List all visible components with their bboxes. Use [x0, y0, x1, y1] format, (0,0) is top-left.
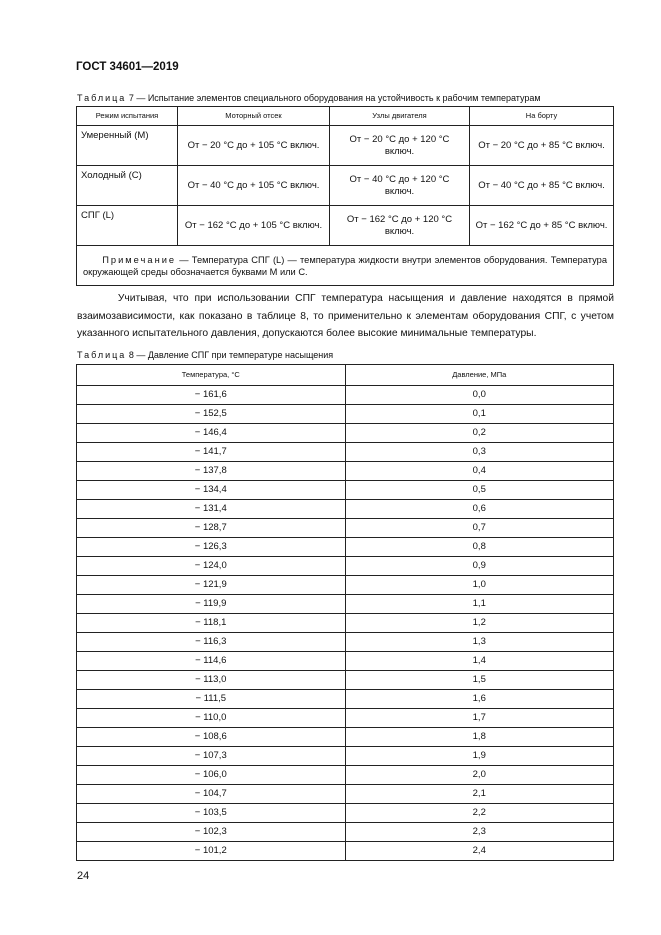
table-header-row	[77, 107, 614, 126]
temperature-cell: − 107,3	[77, 746, 346, 765]
table-cell: От − 40 °С до + 85 °С включ.	[470, 166, 614, 206]
temperature-cell: − 103,5	[77, 803, 346, 822]
pressure-cell: 2,4	[345, 841, 614, 860]
temperature-cell: − 106,0	[77, 765, 346, 784]
table-row	[77, 385, 614, 404]
table-cell: От − 20 °С до + 105 °С включ.	[178, 126, 330, 166]
page-number: 24	[77, 869, 90, 882]
pressure-cell: 1,4	[345, 651, 614, 670]
table-row	[77, 404, 614, 423]
pressure-cell: 0,5	[345, 480, 614, 499]
table7-caption	[77, 92, 614, 104]
pressure-cell: 0,7	[345, 518, 614, 537]
pressure-cell: 0,4	[345, 461, 614, 480]
pressure-cell: 1,1	[345, 594, 614, 613]
pressure-cell: 0,2	[345, 423, 614, 442]
table-cell: От − 162 °С до + 85 °С включ.	[470, 206, 614, 246]
pressure-cell: 2,1	[345, 784, 614, 803]
pressure-cell: 2,0	[345, 765, 614, 784]
table-row	[77, 537, 614, 556]
note-label: Примечание	[102, 254, 177, 265]
table-row	[77, 556, 614, 575]
temperature-cell: − 126,3	[77, 537, 346, 556]
table-row	[77, 841, 614, 860]
pressure-cell: 0,1	[345, 404, 614, 423]
table-cell: От − 20 °С до + 120 °С включ.	[330, 126, 470, 166]
table-note-row	[77, 246, 614, 286]
table-cell: СПГ (L)	[77, 206, 178, 246]
pressure-cell: 1,7	[345, 708, 614, 727]
temperature-cell: − 141,7	[77, 442, 346, 461]
pressure-cell: 1,2	[345, 613, 614, 632]
table-7	[76, 106, 614, 286]
temperature-cell: − 161,6	[77, 385, 346, 404]
temperature-cell: − 119,9	[77, 594, 346, 613]
pressure-cell: 1,3	[345, 632, 614, 651]
column-header: Режим испытания	[77, 107, 178, 126]
temperature-cell: − 101,2	[77, 841, 346, 860]
caption-text: 8 — Давление СПГ при температуре насыщения	[128, 349, 334, 360]
table-row	[77, 670, 614, 689]
table-row	[77, 575, 614, 594]
table-8	[76, 364, 614, 861]
table-row	[77, 126, 614, 166]
table-row	[77, 708, 614, 727]
temperature-cell: − 114,6	[77, 651, 346, 670]
table-row	[77, 651, 614, 670]
table-row	[77, 594, 614, 613]
table-row	[77, 613, 614, 632]
column-header: Температура, °С	[77, 364, 346, 385]
column-header: Давление, МПа	[345, 364, 614, 385]
pressure-cell: 1,6	[345, 689, 614, 708]
temperature-cell: − 104,7	[77, 784, 346, 803]
caption-label: Таблица	[77, 349, 127, 360]
caption-label: Таблица	[77, 93, 127, 103]
table-row	[77, 632, 614, 651]
table-row	[77, 803, 614, 822]
table-row	[77, 784, 614, 803]
table-cell: От − 40 °С до + 120 °С включ.	[330, 166, 470, 206]
table-cell: От − 20 °С до + 85 °С включ.	[470, 126, 614, 166]
temperature-cell: − 131,4	[77, 499, 346, 518]
table-row	[77, 727, 614, 746]
table-row	[77, 518, 614, 537]
paragraph-text: Учитывая, что при использовании СПГ температура насыщения и давление находятся в прямой взаимозависимости, как показано в таблице 8, то применительно к элементам оборудования СПГ, с учетом указанного испытательного давления, допускаются более высокие минимальные температуры.	[77, 293, 614, 339]
temperature-cell: − 118,1	[77, 613, 346, 632]
temperature-cell: − 146,4	[77, 423, 346, 442]
table-row	[77, 206, 614, 246]
body-paragraph	[77, 290, 614, 343]
table8-caption	[77, 349, 614, 361]
table-note	[77, 246, 614, 286]
pressure-cell: 1,5	[345, 670, 614, 689]
temperature-cell: − 108,6	[77, 727, 346, 746]
table-row	[77, 499, 614, 518]
table-cell: От − 40 °С до + 105 °С включ.	[178, 166, 330, 206]
pressure-cell: 2,2	[345, 803, 614, 822]
column-header: Моторный отсек	[178, 107, 330, 126]
column-header: Узлы двигателя	[330, 107, 470, 126]
table-row	[77, 765, 614, 784]
table-cell: Холодный (С)	[77, 166, 178, 206]
pressure-cell: 1,8	[345, 727, 614, 746]
temperature-cell: − 121,9	[77, 575, 346, 594]
note-text: — Температура СПГ (L) — температура жидкости внутри элементов оборудования. Температура окружающей среды обозначается буквами М или С.	[83, 254, 607, 277]
temperature-cell: − 128,7	[77, 518, 346, 537]
temperature-cell: − 152,5	[77, 404, 346, 423]
pressure-cell: 0,9	[345, 556, 614, 575]
table-row	[77, 689, 614, 708]
column-header: На борту	[470, 107, 614, 126]
document-code: ГОСТ 34601—2019	[76, 61, 179, 73]
pressure-cell: 2,3	[345, 822, 614, 841]
table-cell: Умеренный (М)	[77, 126, 178, 166]
table-row	[77, 461, 614, 480]
pressure-cell: 0,3	[345, 442, 614, 461]
temperature-cell: − 134,4	[77, 480, 346, 499]
temperature-cell: − 137,8	[77, 461, 346, 480]
table-row	[77, 746, 614, 765]
table-cell: От − 162 °С до + 120 °С включ.	[330, 206, 470, 246]
pressure-cell: 0,0	[345, 385, 614, 404]
pressure-cell: 1,0	[345, 575, 614, 594]
table-row	[77, 822, 614, 841]
table-row	[77, 423, 614, 442]
pressure-cell: 0,6	[345, 499, 614, 518]
pressure-cell: 0,8	[345, 537, 614, 556]
table-row	[77, 442, 614, 461]
table-header-row	[77, 364, 614, 385]
temperature-cell: − 116,3	[77, 632, 346, 651]
caption-text: 7 — Испытание элементов специального оборудования на устойчивость к рабочим температурам	[128, 93, 541, 103]
temperature-cell: − 113,0	[77, 670, 346, 689]
temperature-cell: − 110,0	[77, 708, 346, 727]
table-row	[77, 166, 614, 206]
table-row	[77, 480, 614, 499]
temperature-cell: − 111,5	[77, 689, 346, 708]
table-cell: От − 162 °С до + 105 °С включ.	[178, 206, 330, 246]
pressure-cell: 1,9	[345, 746, 614, 765]
temperature-cell: − 124,0	[77, 556, 346, 575]
temperature-cell: − 102,3	[77, 822, 346, 841]
